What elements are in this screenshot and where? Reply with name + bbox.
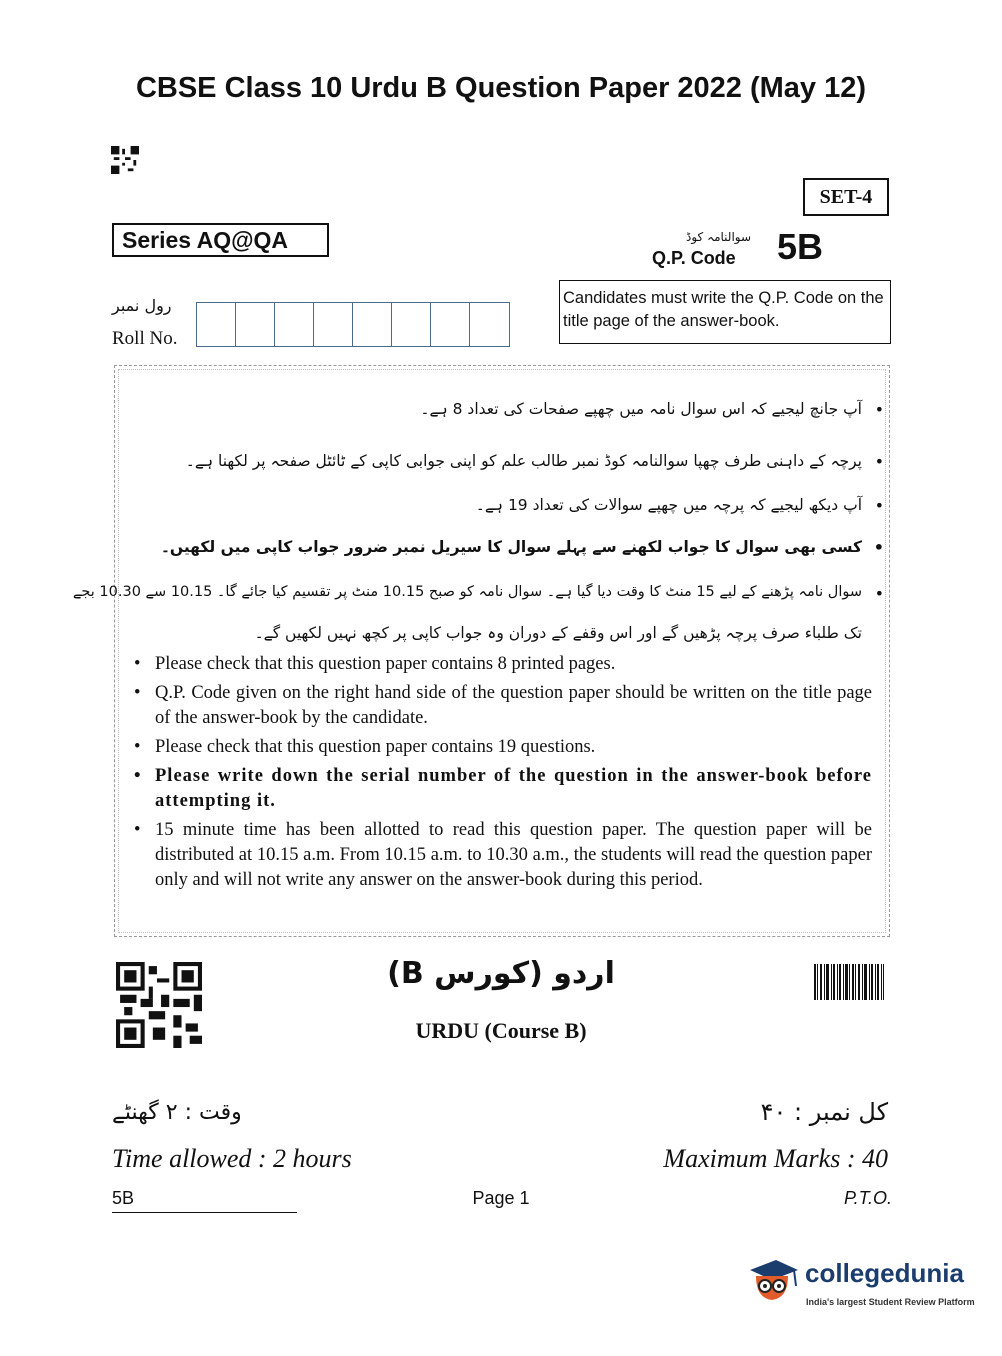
brand-tagline: India's largest Student Review Platform (806, 1297, 975, 1307)
bullet: • (874, 452, 884, 471)
footer-code: 5B (112, 1188, 135, 1208)
maximum-marks-urdu: کل نمبر : ۴۰ (760, 1098, 888, 1126)
urdu-instruction: • پرچہ کے داہنی طرف چھپا سوالنامہ کوڈ نمبر طالب علم کو اپنی جوابی کاپی کے ٹائٹل صفحہ پر لکھنا ہے۔ (185, 452, 884, 471)
set-number: SET-4 (803, 178, 889, 216)
english-instructions (130, 652, 872, 897)
roll-digit-box (314, 303, 353, 346)
urdu-instruction-continued: تک طلباء صرف پرچہ پڑھیں گے اور اس وقفے کے دوران وہ جواب کاپی پر کچھ نہیں لکھیں گے۔ (254, 624, 862, 642)
bullet: • (874, 400, 884, 419)
roll-digit-box (353, 303, 392, 346)
roll-number-label: Roll No. (112, 328, 178, 349)
pto-label: P.T.O. (843, 1188, 892, 1208)
bullet: • (874, 584, 884, 603)
subject-urdu: اردو (کورس B) (387, 956, 615, 991)
english-instruction: • Please check that this question paper contains 19 questions. (130, 735, 872, 760)
qr-code-small-icon (110, 146, 140, 174)
urdu-instruction: • کسی بھی سوال کا جواب لکھنے سے پہلے سوال کا سیریل نمبر ضرور جواب کاپی میں لکھیں۔ (160, 538, 884, 557)
english-instruction: • Please check that this question paper contains 8 printed pages. (130, 652, 872, 677)
roll-digit-box (236, 303, 275, 346)
roll-digit-box (392, 303, 431, 346)
english-instruction: • Please write down the serial number of the question in the answer-book before attempting it. (130, 764, 872, 814)
bullet: • (873, 538, 884, 557)
roll-number-boxes (196, 302, 510, 347)
brand-name: collegedunia (805, 1258, 964, 1288)
roll-digit-box (197, 303, 236, 346)
qp-code-value: 5B (777, 226, 824, 267)
subject-english: URDU (Course B) (415, 1018, 587, 1043)
time-allowed-urdu: وقت : ۲ گھنٹے (112, 1100, 242, 1125)
urdu-instruction: • آپ جانچ لیجیے کہ اس سوال نامہ میں چھپے صفحات کی تعداد 8 ہے۔ (420, 400, 884, 419)
urdu-instruction: • سوال نامہ پڑھنے کے لیے 15 منٹ کا وقت دیا گیا ہے۔ سوال نامہ کو صبح 10.15 منٹ پر تقسیم کیا جائے گا۔ 10.15 سے 10.30 بجے (72, 584, 884, 603)
page-number: Page 1 (472, 1188, 530, 1208)
page-title: CBSE Class 10 Urdu B Question Paper 2022 (May 12) (135, 72, 867, 104)
urdu-instruction: • آپ دیکھ لیجیے کہ پرچہ میں چھپے سوالات کی تعداد 19 ہے۔ (475, 496, 884, 515)
series-label: Series AQ@QA (112, 223, 329, 257)
english-instruction: • Q.P. Code given on the right hand side of the question paper should be written on the title page of the answer-book by the candidate. (130, 681, 872, 731)
english-instruction: • 15 minute time has been allotted to read this question paper. The question paper will be distributed at 10.15 a.m. From 10.15 a.m. to 10.30 a.m., the students will read the question paper only and will not write any answer on the answer-book during this period. (130, 818, 872, 893)
footer-divider (112, 1212, 297, 1213)
qp-code-label: Q.P. Code (652, 248, 736, 268)
roll-digit-box (275, 303, 314, 346)
collegedunia-logo-icon (742, 1252, 802, 1312)
roll-number-urdu-label: رول نمبر (112, 296, 172, 315)
qp-code-urdu-label: سوالنامہ کوڈ (686, 230, 752, 244)
bullet: • (874, 496, 884, 515)
roll-digit-box (431, 303, 470, 346)
roll-digit-box (470, 303, 509, 346)
qp-code-note: Candidates must write the Q.P. Code on the title page of the answer-book. (559, 280, 891, 344)
maximum-marks: Maximum Marks : 40 (663, 1144, 888, 1173)
time-allowed: Time allowed : 2 hours (112, 1144, 352, 1173)
